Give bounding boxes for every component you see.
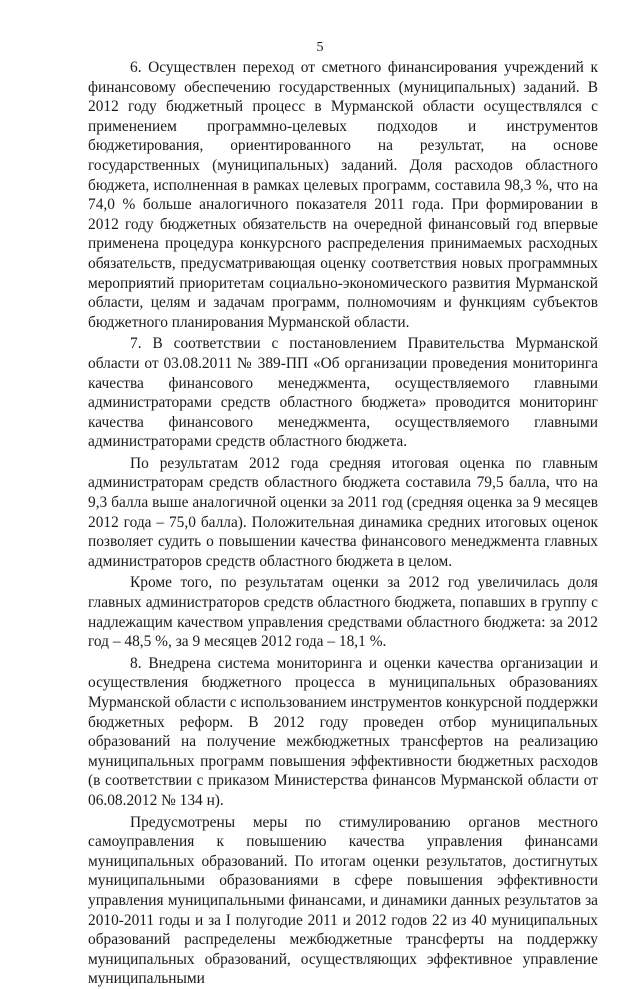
paragraph-item-7: 7. В соответствии с постановлением Правительства Мурманской области от 03.08.2011 № 389-ПП «Об организации проведения мониторинга качества финансового менеджмента, осуществляемого главными администраторами средств областного бюджета» проводится мониторинг качества финансового менеджмента, осуществляемого главными администраторами средств областного бюджета. <box>88 335 598 451</box>
document-body <box>88 58 598 989</box>
paragraph-item-6: 6. Осуществлен переход от сметного финансирования учреждений к финансовому обеспечению государственных (муниципальных) заданий. В 2012 году бюджетный процесс в Мурманской области осуществлялся с применением программно-целевых подходов и инструментов бюджетирования, ориентированного на результат, на основе государственных (муниципальных) заданий. Доля расходов областного бюджета, исполненная в рамках целевых программ, составила 98,3 %, что на 74,0 % больше аналогичного показателя 2011 года. При формировании в 2012 году бюджетных обязательств на очередной финансовый год впервые применена процедура конкурсного распределения принимаемых расходных обязательств, предусматривающая оценку соответствия новых программных мероприятий приоритетам социально-экономического развития Мурманской области, целям и задачам программ, полномочиям и функциям субъектов бюджетного планирования Мурманской области. <box>88 59 598 331</box>
paragraph-assessment-results: По результатам 2012 года средняя итоговая оценка по главным администраторам средств областного бюджета составила 79,5 балла, что на 9,3 балла выше аналогичной оценки за 2011 год (средняя оценка за 9 месяцев 2012 года – 75,0 балла). Положительная динамика средних итоговых оценок позволяет судить о повышении качества финансового менеджмента главных администраторов средств областного бюджета в целом. <box>88 454 598 570</box>
page-number: 5 <box>316 40 324 55</box>
paragraph-incentive-measures: Предусмотрены меры по стимулированию органов местного самоуправления к повышению качества управления финансами муниципальных образований. По итогам оценки результатов, достигнутых муниципальными образованиями в сфере повышения эффективности управления муниципальными финансами, и динамики данных результатов за 2010-2011 годы и за I полугодие 2011 и 2012 годов 22 из 40 муниципальных образований распределены межбюджетные трансферты на поддержку муниципальных образований, осуществляющих эффективное управление муниципальными <box>88 813 598 988</box>
paragraph-item-8: 8. Внедрена система мониторинга и оценки качества организации и осуществления бюджетного процесса в муниципальных образованиях Мурманской области с использованием инструментов конкурсной поддержки бюджетных реформ. В 2012 году проведен отбор муниципальных образований на получение межбюджетных трансфертов на реализацию муниципальных программ повышения эффективности бюджетных расходов (в соответствии с приказом Министерства финансов Мурманской области от 06.08.2012 № 134 н). <box>88 654 598 809</box>
paragraph-share-increase: Кроме того, по результатам оценки за 2012 год увеличилась доля главных администраторов средств областного бюджета, попавших в группу с надлежащим качеством управления средствами областного бюджета: за 2012 год – 48,5 %, за 9 месяцев 2012 года – 18,1 %. <box>88 574 598 651</box>
